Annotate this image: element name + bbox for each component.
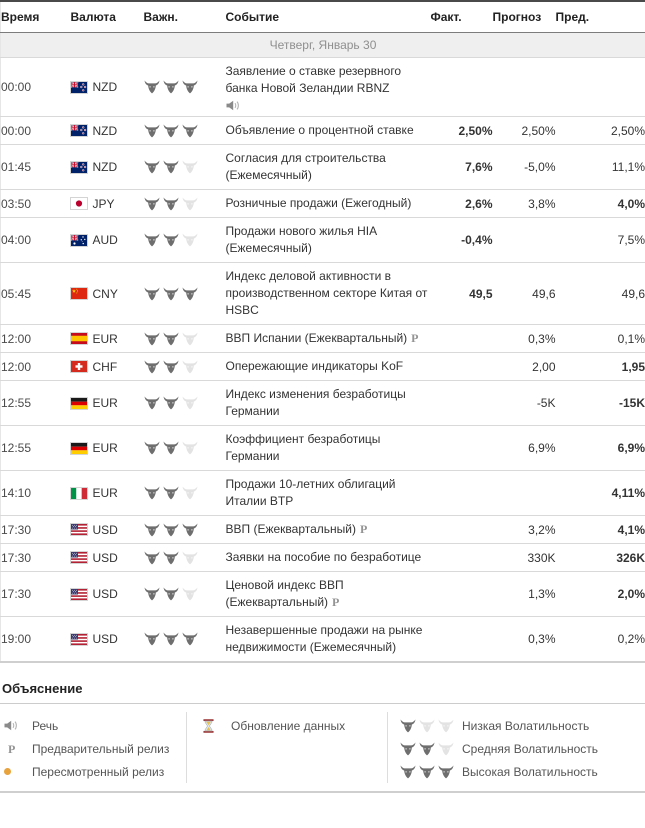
bull-icon <box>163 233 179 247</box>
bull-icon <box>144 632 160 646</box>
event-cell <box>226 426 431 471</box>
legend <box>0 679 645 793</box>
legend-column-markers <box>0 712 187 783</box>
time-cell: 00:00 <box>1 58 71 117</box>
bull-icon <box>438 742 454 756</box>
actual-cell: 2,50% <box>431 117 493 145</box>
event-row[interactable] <box>1 353 645 381</box>
column-header-row <box>1 1 645 33</box>
event-cell <box>226 325 431 353</box>
currency-cell <box>71 58 144 117</box>
bull-icon <box>419 719 435 733</box>
bull-icon <box>400 765 416 779</box>
event-row[interactable] <box>1 117 645 145</box>
bull-icon <box>182 80 198 94</box>
importance-cell <box>144 190 226 218</box>
previous-cell: 1,95 <box>556 353 645 381</box>
flag-cn-icon <box>71 288 87 299</box>
previous-cell: 2,50% <box>556 117 645 145</box>
currency-code: USD <box>92 587 118 602</box>
importance-cell <box>144 516 226 544</box>
currency-cell <box>71 353 144 381</box>
event-row[interactable] <box>1 426 645 471</box>
event-row[interactable] <box>1 544 645 572</box>
currency-cell <box>71 516 144 544</box>
event-title: Продажи 10-летних облигаций Италии BTP <box>225 477 396 508</box>
event-cell <box>226 218 431 263</box>
bull-icon <box>144 587 160 601</box>
volatility-bulls-icon <box>400 719 462 733</box>
bull-icon <box>163 287 179 301</box>
event-title: Розничные продажи (Ежегодный) <box>225 196 412 210</box>
forecast-cell: -5K <box>493 381 556 426</box>
column-header-importance: Важн. <box>144 1 226 33</box>
flag-ch-icon <box>71 361 87 372</box>
event-title: Согласия для строительства (Ежемесячный) <box>225 151 386 182</box>
forecast-cell: 2,50% <box>493 117 556 145</box>
importance-cell <box>144 325 226 353</box>
legend-column-volatility <box>388 712 645 783</box>
legend-item-speech <box>0 714 186 737</box>
day-header-row <box>1 33 645 58</box>
forecast-cell: 3,8% <box>493 190 556 218</box>
event-title: Незавершенные продажи на рынке недвижимости (Ежемесячный) <box>225 623 423 654</box>
time-cell: 03:50 <box>1 190 71 218</box>
importance-cell <box>144 218 226 263</box>
currency-cell <box>71 117 144 145</box>
currency-code: NZD <box>92 160 118 175</box>
event-row[interactable] <box>1 325 645 353</box>
bull-icon <box>144 360 160 374</box>
bull-icon <box>163 632 179 646</box>
bull-icon <box>144 332 160 346</box>
event-cell <box>226 572 431 617</box>
bull-icon <box>144 80 160 94</box>
bull-icon <box>144 551 160 565</box>
flag-us-icon <box>71 552 87 563</box>
event-row[interactable] <box>1 218 645 263</box>
previous-cell: -15K <box>556 381 645 426</box>
importance-cell <box>144 381 226 426</box>
previous-cell: 0,2% <box>617 632 645 646</box>
time-cell: 04:00 <box>1 218 71 263</box>
previous-cell: 4,11% <box>556 471 645 516</box>
event-cell <box>226 617 431 663</box>
event-cell <box>226 516 431 544</box>
time-cell: 00:00 <box>1 117 71 145</box>
event-cell <box>226 145 431 190</box>
event-cell <box>226 117 431 145</box>
importance-cell <box>144 263 226 325</box>
preliminary-icon: P <box>411 331 419 345</box>
bull-icon <box>144 287 160 301</box>
previous-cell: 0,1% <box>556 325 645 353</box>
event-row[interactable] <box>1 190 645 218</box>
currency-code: EUR <box>92 331 118 346</box>
flag-au-icon <box>71 235 87 246</box>
time-cell: 17:30 <box>1 572 71 617</box>
bull-icon <box>163 124 179 138</box>
flag-us-icon <box>71 589 87 600</box>
importance-cell <box>144 145 226 190</box>
event-row[interactable] <box>1 145 645 190</box>
bull-icon <box>438 765 454 779</box>
volatility-bulls-icon <box>400 765 462 779</box>
event-cell <box>226 190 431 218</box>
bull-icon <box>163 332 179 346</box>
forecast-cell: 49,6 <box>493 263 556 325</box>
day-header-label: Четверг, Январь 30 <box>1 33 645 58</box>
flag-nz-icon <box>71 125 87 136</box>
currency-cell <box>71 544 144 572</box>
event-title: Коэффициент безработицы Германии <box>225 432 381 463</box>
currency-cell <box>71 617 144 663</box>
bull-icon <box>182 360 198 374</box>
event-title: Заявление о ставке резервного банка Новой Зеландии RBNZ <box>225 64 402 95</box>
legend-label: Низкая Волатильность <box>462 718 590 733</box>
flag-nz-icon <box>71 162 87 173</box>
column-header-time: Время <box>1 1 71 33</box>
event-title: Ценовой индекс ВВП (Ежеквартальный) <box>225 578 344 609</box>
previous-cell: 2,0% <box>556 572 645 617</box>
forecast-cell: 1,3% <box>493 572 556 617</box>
currency-cell <box>71 572 144 617</box>
forecast-cell <box>493 218 556 263</box>
flag-it-icon <box>71 488 87 499</box>
currency-code: CNY <box>92 286 118 301</box>
event-row[interactable] <box>1 516 645 544</box>
bull-icon <box>163 523 179 537</box>
event-cell <box>226 544 431 572</box>
event-cell <box>226 381 431 426</box>
bull-icon <box>163 396 179 410</box>
actual-cell <box>431 572 493 617</box>
bull-icon <box>144 441 160 455</box>
bull-icon <box>144 523 160 537</box>
bull-icon <box>144 396 160 410</box>
event-row[interactable] <box>1 263 645 325</box>
bull-icon <box>163 587 179 601</box>
actual-cell <box>431 325 493 353</box>
flag-de-icon <box>71 443 87 454</box>
bull-icon <box>182 587 198 601</box>
event-title: Продажи нового жилья HIA (Ежемесячный) <box>225 224 377 255</box>
bull-icon <box>400 742 416 756</box>
actual-cell <box>431 381 493 426</box>
forecast-cell: 0,3% <box>493 325 556 353</box>
time-cell: 17:30 <box>1 544 71 572</box>
time-cell: 05:45 <box>1 263 71 325</box>
event-cell <box>226 58 431 117</box>
bull-icon <box>182 632 198 646</box>
currency-code: JPY <box>92 196 115 211</box>
bull-icon <box>182 233 198 247</box>
currency-code: EUR <box>92 486 118 501</box>
legend-label: Предварительный релиз <box>32 741 170 756</box>
flag-us-icon <box>71 634 87 645</box>
currency-cell <box>71 381 144 426</box>
importance-cell <box>144 353 226 381</box>
forecast-cell <box>493 471 556 516</box>
bull-icon <box>163 360 179 374</box>
bull-icon <box>182 486 198 500</box>
legend-label: Речь <box>32 718 59 733</box>
time-cell: 12:00 <box>1 325 71 353</box>
bull-icon <box>182 396 198 410</box>
time-cell: 12:55 <box>1 381 71 426</box>
forecast-cell: 0,3% <box>528 632 556 646</box>
bull-icon <box>163 160 179 174</box>
currency-code: USD <box>92 522 118 537</box>
importance-cell <box>144 544 226 572</box>
bull-icon <box>163 80 179 94</box>
event-cell <box>226 263 431 325</box>
preliminary-icon: P <box>359 522 368 536</box>
currency-cell <box>71 426 144 471</box>
currency-code: NZD <box>92 123 118 138</box>
revised-dot-icon <box>4 768 11 775</box>
event-title: ВВП Испании (Ежеквартальный) <box>225 331 408 345</box>
currency-cell <box>71 218 144 263</box>
previous-cell: 11,1% <box>556 145 645 190</box>
event-title: Индекс деловой активности в производственном секторе Китая от HSBC <box>225 269 428 317</box>
event-row[interactable] <box>1 471 645 516</box>
actual-cell <box>431 516 493 544</box>
legend-item-high-volatility <box>400 760 645 783</box>
bull-icon <box>144 233 160 247</box>
forecast-cell: -5,0% <box>493 145 556 190</box>
preliminary-icon: P <box>332 595 340 609</box>
legend-label: Обновление данных <box>231 718 346 733</box>
bull-icon <box>400 719 416 733</box>
time-cell: 14:10 <box>1 471 71 516</box>
event-title: Индекс изменения безработицы Германии <box>225 387 406 418</box>
legend-column-update <box>187 712 388 783</box>
column-header-currency: Валюта <box>71 1 144 33</box>
actual-cell: 49,5 <box>431 263 493 325</box>
flag-es-icon <box>71 333 87 344</box>
currency-cell <box>71 190 144 218</box>
bull-icon <box>163 197 179 211</box>
previous-cell: 6,9% <box>556 426 645 471</box>
currency-cell <box>71 263 144 325</box>
bull-icon <box>163 441 179 455</box>
bull-icon <box>182 124 198 138</box>
actual-cell: 2,6% <box>431 190 493 218</box>
bull-icon <box>144 486 160 500</box>
event-row[interactable] <box>1 572 645 617</box>
volatility-bulls-icon <box>400 742 462 756</box>
time-cell: 19:00 <box>1 632 32 646</box>
legend-title: Объяснение <box>0 679 645 704</box>
event-title: ВВП (Ежеквартальный) <box>225 522 356 536</box>
forecast-cell: 330K <box>493 544 556 572</box>
currency-cell <box>71 325 144 353</box>
previous-cell: 326K <box>556 544 645 572</box>
legend-item-low-volatility <box>400 714 645 737</box>
bull-icon <box>182 160 198 174</box>
currency-cell <box>71 145 144 190</box>
event-cell <box>226 353 431 381</box>
currency-code: USD <box>92 550 118 565</box>
event-row[interactable] <box>1 617 645 663</box>
hourglass-icon <box>199 719 231 733</box>
bull-icon <box>163 551 179 565</box>
column-header-actual: Факт. <box>431 1 493 33</box>
legend-item-preliminary: P Предварительный релиз <box>8 741 170 756</box>
flag-jp-icon <box>71 198 87 209</box>
event-row[interactable] <box>1 58 645 117</box>
event-title: Заявки на пособие по безработице <box>225 550 422 564</box>
currency-code: EUR <box>92 441 118 456</box>
column-header-previous: Пред. <box>556 1 645 33</box>
previous-cell <box>556 58 645 117</box>
currency-code: USD <box>92 632 118 647</box>
time-cell: 12:55 <box>1 426 71 471</box>
time-cell: 01:45 <box>1 145 71 190</box>
speech-icon <box>226 100 241 111</box>
speech-icon <box>4 720 19 731</box>
calendar-body <box>1 33 645 663</box>
legend-label: Высокая Волатильность <box>462 764 598 779</box>
bull-icon <box>144 124 160 138</box>
legend-item-revised <box>0 760 186 783</box>
revised-release-icon <box>0 768 32 775</box>
bull-icon <box>144 160 160 174</box>
actual-cell <box>431 353 493 381</box>
previous-cell: 7,5% <box>556 218 645 263</box>
currency-code: CHF <box>92 359 118 374</box>
currency-code: EUR <box>92 396 118 411</box>
importance-cell <box>144 471 226 516</box>
hourglass-icon <box>203 719 214 733</box>
previous-cell: 49,6 <box>556 263 645 325</box>
importance-cell <box>144 426 226 471</box>
actual-cell: -0,4% <box>431 218 493 263</box>
legend-label: Средняя Волатильность <box>462 741 599 756</box>
column-header-forecast: Прогноз <box>493 1 556 33</box>
actual-cell <box>431 544 493 572</box>
bull-icon <box>182 332 198 346</box>
importance-cell <box>144 58 226 117</box>
bull-icon <box>182 287 198 301</box>
event-title: Объявление о процентной ставке <box>225 123 414 137</box>
bull-icon <box>163 486 179 500</box>
event-cell <box>226 471 431 516</box>
legend-label: Пересмотренный релиз <box>32 764 165 779</box>
actual-cell <box>431 471 493 516</box>
forecast-cell <box>493 58 556 117</box>
bull-icon <box>182 441 198 455</box>
legend-item-medium-volatility <box>400 737 645 760</box>
previous-cell: 4,0% <box>556 190 645 218</box>
bull-icon <box>182 197 198 211</box>
bull-icon <box>419 765 435 779</box>
actual-cell <box>431 426 493 471</box>
forecast-cell: 6,9% <box>493 426 556 471</box>
currency-cell <box>71 471 144 516</box>
time-cell: 12:00 <box>1 353 71 381</box>
currency-code: AUD <box>92 233 118 248</box>
bull-icon <box>182 523 198 537</box>
previous-cell: 4,1% <box>556 516 645 544</box>
flag-de-icon <box>71 398 87 409</box>
bull-icon <box>438 719 454 733</box>
actual-cell <box>431 58 493 117</box>
forecast-cell: 2,00 <box>493 353 556 381</box>
event-title: Опережающие индикаторы KoF <box>225 359 404 373</box>
time-cell: 17:30 <box>1 516 71 544</box>
bull-icon <box>182 551 198 565</box>
flag-us-icon <box>71 524 87 535</box>
column-header-event: Событие <box>226 1 431 33</box>
importance-cell <box>144 117 226 145</box>
legend-item-data-update <box>199 714 387 737</box>
bull-icon <box>419 742 435 756</box>
flag-nz-icon <box>71 82 87 93</box>
event-row[interactable] <box>1 381 645 426</box>
currency-code: NZD <box>92 80 118 95</box>
bull-icon <box>144 197 160 211</box>
actual-cell: 7,6% <box>431 145 493 190</box>
forecast-cell: 3,2% <box>493 516 556 544</box>
importance-cell <box>144 572 226 617</box>
actual-cell <box>431 617 493 663</box>
importance-cell <box>144 617 226 663</box>
speech-icon <box>0 720 32 731</box>
